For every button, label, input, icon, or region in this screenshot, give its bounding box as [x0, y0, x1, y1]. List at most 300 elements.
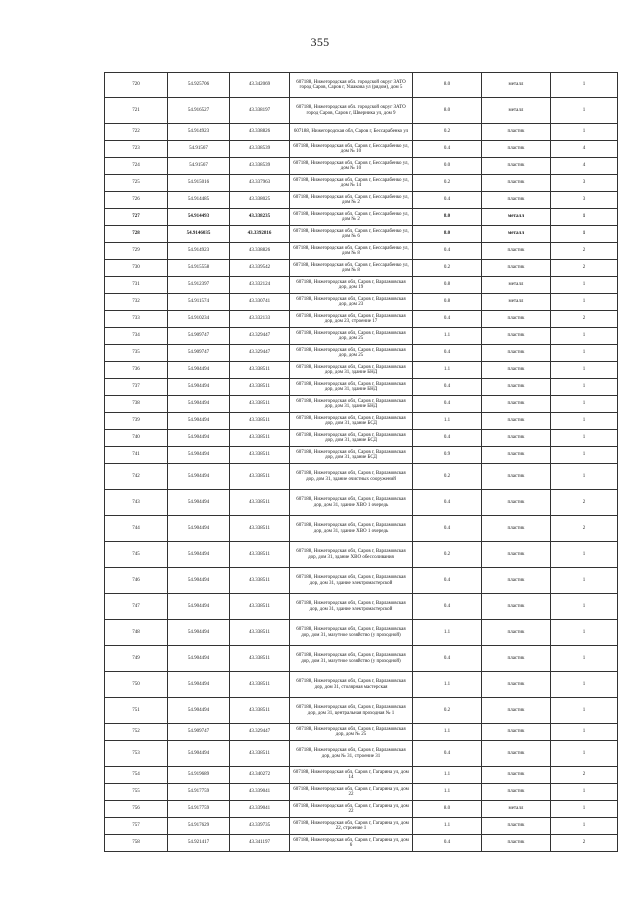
table-row: [105, 724, 618, 741]
address-cell: 607188, Нижегородская обл, Саров г, Варламовская дор, дом 31, здание БСД: [290, 447, 413, 464]
latitude-cell: 54.914493: [168, 209, 230, 226]
count-cell: 1: [551, 447, 618, 464]
row-number-cell: 754: [105, 767, 168, 784]
longitude-cell: 43.330741: [230, 294, 290, 311]
count-cell: 1: [551, 646, 618, 672]
latitude-cell: 54.909747: [168, 345, 230, 362]
row-number-cell: 743: [105, 490, 168, 516]
volume-cell: 0.8: [413, 294, 482, 311]
table-row: [105, 175, 618, 192]
material-cell: пластик: [482, 818, 551, 835]
table-row: [105, 73, 618, 98]
row-number-cell: 755: [105, 784, 168, 801]
count-cell: 1: [551, 724, 618, 741]
count-cell: 1: [551, 464, 618, 490]
address-cell: 607188, Нижегородская обл, Саров г, Варламовская дор, дом 31, мазутное хозяйство (у проходной): [290, 646, 413, 672]
material-cell: пластик: [482, 243, 551, 260]
volume-cell: 0.0: [413, 158, 482, 175]
longitude-cell: 43.338511: [230, 698, 290, 724]
material-cell: пластик: [482, 568, 551, 594]
latitude-cell: 54.925706: [168, 73, 230, 98]
row-number-cell: 738: [105, 396, 168, 413]
material-cell: пластик: [482, 646, 551, 672]
volume-cell: 0.9: [413, 447, 482, 464]
volume-cell: 0.2: [413, 464, 482, 490]
count-cell: 1: [551, 594, 618, 620]
count-cell: 2: [551, 516, 618, 542]
address-cell: 607188, Нижегородская обл, Саров г, Варламовская дор, дом 23, строение 17: [290, 311, 413, 328]
address-cell: 607188, Нижегородская обл, Саров г, Варламовская дор, дом 31, мазутное хозяйство (у проходной): [290, 620, 413, 646]
count-cell: 4: [551, 141, 618, 158]
address-cell: 607188, Нижегородская обл, Саров г, Варламовская дор, дом 31, здание БНД: [290, 362, 413, 379]
material-cell: пластик: [482, 784, 551, 801]
row-number-cell: 751: [105, 698, 168, 724]
address-cell: 607188, Нижегородская обл, Саров г, Бессарабенко ул, дом № 14: [290, 175, 413, 192]
table-row: [105, 141, 618, 158]
latitude-cell: 54.91567: [168, 141, 230, 158]
table-row: [105, 260, 618, 277]
count-cell: 1: [551, 73, 618, 98]
count-cell: 2: [551, 490, 618, 516]
address-cell: 607188, Нижегородская обл, Саров г, Варламовская дор, дом 25: [290, 328, 413, 345]
volume-cell: 0.2: [413, 698, 482, 724]
longitude-cell: 43.342069: [230, 73, 290, 98]
table-row: [105, 430, 618, 447]
longitude-cell: 43.339542: [230, 260, 290, 277]
address-cell: 607188, Нижегородская обл, Саров г, Бессарабенко ул: [290, 124, 413, 141]
material-cell: пластик: [482, 362, 551, 379]
row-number-cell: 734: [105, 328, 168, 345]
row-number-cell: 758: [105, 835, 168, 852]
volume-cell: 0.4: [413, 379, 482, 396]
count-cell: 1: [551, 741, 618, 767]
address-cell: 607188, Нижегородская обл, Саров г, Гагарина ул, дом 14: [290, 767, 413, 784]
longitude-cell: 43.338826: [230, 243, 290, 260]
address-cell: 607188, Нижегородская обл, Саров г, Варламовская дор, дом 31, столярная мастерская: [290, 672, 413, 698]
longitude-cell: 43.338826: [230, 124, 290, 141]
latitude-cell: 54.904494: [168, 672, 230, 698]
table-row: [105, 464, 618, 490]
row-number-cell: 739: [105, 413, 168, 430]
table-row: [105, 447, 618, 464]
latitude-cell: 54.904494: [168, 594, 230, 620]
row-number-cell: 740: [105, 430, 168, 447]
longitude-cell: 43.329447: [230, 724, 290, 741]
row-number-cell: 756: [105, 801, 168, 818]
volume-cell: 0.2: [413, 175, 482, 192]
row-number-cell: 741: [105, 447, 168, 464]
longitude-cell: 43.338511: [230, 379, 290, 396]
volume-cell: 1.1: [413, 784, 482, 801]
row-number-cell: 752: [105, 724, 168, 741]
latitude-cell: 54.904494: [168, 542, 230, 568]
table-row: [105, 311, 618, 328]
latitude-cell: 54.904494: [168, 464, 230, 490]
table-row: [105, 396, 618, 413]
address-cell: 607188, Нижегородская обл, Саров г, Варламовская дор, дом № 25: [290, 724, 413, 741]
count-cell: 1: [551, 294, 618, 311]
volume-cell: 1.1: [413, 328, 482, 345]
table-row: [105, 516, 618, 542]
address-cell: 607188, Нижегородская обл, Саров г, Варламовская дор, дом 31, здание ХВО 1 очередь: [290, 516, 413, 542]
count-cell: 1: [551, 124, 618, 141]
material-cell: металл: [482, 294, 551, 311]
count-cell: 1: [551, 784, 618, 801]
table-row: [105, 568, 618, 594]
address-cell: 607188, Нижегородская обл, Саров г, Гагарина ул, дом 6: [290, 835, 413, 852]
volume-cell: 1.1: [413, 620, 482, 646]
latitude-cell: 54.904494: [168, 396, 230, 413]
longitude-cell: 43.338511: [230, 396, 290, 413]
address-cell: 607188, Нижегородская обл, Саров г, Бессарабенко ул, дом № 2: [290, 209, 413, 226]
count-cell: 1: [551, 379, 618, 396]
table-row: [105, 98, 618, 124]
volume-cell: 1.1: [413, 672, 482, 698]
longitude-cell: 43.338539: [230, 158, 290, 175]
material-cell: пластик: [482, 175, 551, 192]
volume-cell: 1.1: [413, 362, 482, 379]
count-cell: 1: [551, 413, 618, 430]
volume-cell: 0.8: [413, 277, 482, 294]
table-row: [105, 379, 618, 396]
longitude-cell: 43.338511: [230, 490, 290, 516]
count-cell: 1: [551, 542, 618, 568]
material-cell: пластик: [482, 311, 551, 328]
longitude-cell: 43.338511: [230, 413, 290, 430]
latitude-cell: 54.904494: [168, 447, 230, 464]
latitude-cell: 54.917759: [168, 801, 230, 818]
volume-cell: 0.4: [413, 490, 482, 516]
material-cell: пластик: [482, 835, 551, 852]
latitude-cell: 54.9146035: [168, 226, 230, 243]
row-number-cell: 757: [105, 818, 168, 835]
longitude-cell: 43.338511: [230, 362, 290, 379]
row-number-cell: 723: [105, 141, 168, 158]
latitude-cell: 54.915016: [168, 175, 230, 192]
material-cell: пластик: [482, 490, 551, 516]
longitude-cell: 43.332124: [230, 277, 290, 294]
address-cell: 607188, Нижегородская обл. городской округ ЗАТО город Саров, Саров г, Ушакова ул (рядом), дом 5: [290, 73, 413, 98]
material-cell: пластик: [482, 430, 551, 447]
latitude-cell: 54.914923: [168, 243, 230, 260]
volume-cell: 8.0: [413, 226, 482, 243]
count-cell: 1: [551, 362, 618, 379]
count-cell: 1: [551, 672, 618, 698]
row-number-cell: 729: [105, 243, 168, 260]
longitude-cell: 43.338511: [230, 542, 290, 568]
table-row: [105, 784, 618, 801]
latitude-cell: 54.917629: [168, 818, 230, 835]
table-row: [105, 209, 618, 226]
volume-cell: 8.0: [413, 98, 482, 124]
latitude-cell: 54.914485: [168, 192, 230, 209]
material-cell: пластик: [482, 741, 551, 767]
count-cell: 1: [551, 328, 618, 345]
address-cell: 607188, Нижегородская обл, Саров г, Бессарабенко ул, дом № 10: [290, 158, 413, 175]
table-row: [105, 345, 618, 362]
material-cell: пластик: [482, 328, 551, 345]
material-cell: пластик: [482, 158, 551, 175]
row-number-cell: 753: [105, 741, 168, 767]
count-cell: 1: [551, 277, 618, 294]
table-row: [105, 620, 618, 646]
count-cell: 1: [551, 345, 618, 362]
latitude-cell: 54.904494: [168, 516, 230, 542]
page-number: 355: [310, 35, 330, 49]
longitude-cell: 43.338511: [230, 672, 290, 698]
count-cell: 3: [551, 175, 618, 192]
volume-cell: 0.4: [413, 141, 482, 158]
count-cell: 1: [551, 620, 618, 646]
material-cell: пластик: [482, 464, 551, 490]
latitude-cell: 54.916527: [168, 98, 230, 124]
address-cell: 607188, Нижегородская обл, Саров г, Гагарина ул, дом 22: [290, 784, 413, 801]
longitude-cell: 43.338025: [230, 192, 290, 209]
table-row: [105, 818, 618, 835]
table-row: [105, 767, 618, 784]
address-cell: 607188, Нижегородская обл, Саров г, Гагарина ул, дом 22: [290, 801, 413, 818]
material-cell: пластик: [482, 192, 551, 209]
address-cell: 607188, Нижегородская обл, Саров г, Бессарабенко ул, дом № 8: [290, 243, 413, 260]
latitude-cell: 54.910234: [168, 311, 230, 328]
address-cell: 607188, Нижегородская обл, Саров г, Варламовская дор, дом 31, здание ХВО обессоливания: [290, 542, 413, 568]
longitude-cell: 43.338511: [230, 646, 290, 672]
address-cell: 607188, Нижегородская обл, Саров г, Варламовская дор, дом 31, здание БНД: [290, 396, 413, 413]
material-cell: пластик: [482, 413, 551, 430]
longitude-cell: 43.329447: [230, 328, 290, 345]
latitude-cell: 54.904494: [168, 379, 230, 396]
address-cell: 607188, Нижегородская обл, Саров г, Варламовская дор, дом 31, здание ХВО 1 очередь: [290, 490, 413, 516]
longitude-cell: 43.332133: [230, 311, 290, 328]
count-cell: 1: [551, 430, 618, 447]
address-cell: 607188, Нижегородская обл, Саров г, Варламовская дор, дом 23: [290, 294, 413, 311]
volume-cell: 0.4: [413, 243, 482, 260]
row-number-cell: 725: [105, 175, 168, 192]
row-number-cell: 724: [105, 158, 168, 175]
address-cell: 607188, Нижегородская обл, Саров г, Варламовская дор, дом 31, здание БСД: [290, 430, 413, 447]
longitude-cell: 43.341197: [230, 835, 290, 852]
material-cell: пластик: [482, 698, 551, 724]
material-cell: пластик: [482, 620, 551, 646]
count-cell: 1: [551, 818, 618, 835]
volume-cell: 0.4: [413, 594, 482, 620]
material-cell: пластик: [482, 345, 551, 362]
material-cell: пластик: [482, 447, 551, 464]
latitude-cell: 54.904494: [168, 646, 230, 672]
latitude-cell: 54.915558: [168, 260, 230, 277]
count-cell: 1: [551, 801, 618, 818]
table-row: [105, 542, 618, 568]
volume-cell: 0.4: [413, 396, 482, 413]
count-cell: 1: [551, 396, 618, 413]
material-cell: пластик: [482, 379, 551, 396]
address-cell: 607188, Нижегородская обл, Саров г, Варламовская дор, дом 31, здание электромастерской: [290, 568, 413, 594]
row-number-cell: 727: [105, 209, 168, 226]
volume-cell: 0.4: [413, 741, 482, 767]
latitude-cell: 54.91567: [168, 158, 230, 175]
latitude-cell: 54.911574: [168, 294, 230, 311]
longitude-cell: 43.338511: [230, 447, 290, 464]
row-number-cell: 742: [105, 464, 168, 490]
longitude-cell: 43.340272: [230, 767, 290, 784]
row-number-cell: 746: [105, 568, 168, 594]
row-number-cell: 736: [105, 362, 168, 379]
address-cell: 607188, Нижегородская обл, Саров г, Бессарабенко ул, дом № 8: [290, 260, 413, 277]
row-number-cell: 744: [105, 516, 168, 542]
latitude-cell: 54.904494: [168, 698, 230, 724]
table-row: [105, 835, 618, 852]
volume-cell: 0.4: [413, 311, 482, 328]
material-cell: пластик: [482, 767, 551, 784]
table-row: [105, 698, 618, 724]
row-number-cell: 728: [105, 226, 168, 243]
longitude-cell: 43.338539: [230, 141, 290, 158]
table-row: [105, 741, 618, 767]
longitude-cell: 43.3392816: [230, 226, 290, 243]
address-cell: 607188, Нижегородская обл, Саров г, Варламовская дор, дом 19: [290, 277, 413, 294]
table-row: [105, 328, 618, 345]
address-cell: 607188, Нижегородская обл, Саров г, Бессарабенко ул, дом № 2: [290, 192, 413, 209]
volume-cell: 0.2: [413, 542, 482, 568]
material-cell: пластик: [482, 594, 551, 620]
latitude-cell: 54.909747: [168, 328, 230, 345]
table-row: [105, 490, 618, 516]
address-cell: 607188, Нижегородская обл, Саров г, Варламовская дор, дом 31, здание очистных сооружений: [290, 464, 413, 490]
latitude-cell: 54.921417: [168, 835, 230, 852]
material-cell: пластик: [482, 260, 551, 277]
row-number-cell: 747: [105, 594, 168, 620]
material-cell: металл: [482, 98, 551, 124]
row-number-cell: 748: [105, 620, 168, 646]
longitude-cell: 43.339041: [230, 784, 290, 801]
address-cell: 607188, Нижегородская обл, Саров г, Варламовская дор, дом № 31, строение 31: [290, 741, 413, 767]
longitude-cell: 43.338511: [230, 594, 290, 620]
count-cell: 3: [551, 192, 618, 209]
table-row: [105, 413, 618, 430]
volume-cell: 8.0: [413, 73, 482, 98]
latitude-cell: 54.917759: [168, 784, 230, 801]
longitude-cell: 43.339735: [230, 818, 290, 835]
table-row: [105, 226, 618, 243]
count-cell: 2: [551, 243, 618, 260]
latitude-cell: 54.904494: [168, 362, 230, 379]
row-number-cell: 730: [105, 260, 168, 277]
count-cell: 1: [551, 698, 618, 724]
row-number-cell: 749: [105, 646, 168, 672]
count-cell: 4: [551, 158, 618, 175]
longitude-cell: 43.338511: [230, 741, 290, 767]
count-cell: 2: [551, 260, 618, 277]
count-cell: 2: [551, 767, 618, 784]
longitude-cell: 43.338511: [230, 568, 290, 594]
material-cell: металл: [482, 277, 551, 294]
volume-cell: 0.4: [413, 345, 482, 362]
table-row: [105, 124, 618, 141]
address-cell: 607188, Нижегородская обл, Саров г, Гагарина ул, дом 22, строение 1: [290, 818, 413, 835]
volume-cell: 1.1: [413, 724, 482, 741]
count-cell: 1: [551, 568, 618, 594]
table-row: [105, 192, 618, 209]
latitude-cell: 54.919689: [168, 767, 230, 784]
count-cell: 2: [551, 835, 618, 852]
table-row: [105, 801, 618, 818]
latitude-cell: 54.904494: [168, 430, 230, 447]
address-cell: 607188, Нижегородская обл, Саров г, Варламовская дор, дом 31, здание БСД: [290, 413, 413, 430]
table-row: [105, 672, 618, 698]
material-cell: пластик: [482, 141, 551, 158]
volume-cell: 8.0: [413, 801, 482, 818]
longitude-cell: 43.338511: [230, 516, 290, 542]
table-body: [105, 73, 618, 852]
address-cell: 607188, Нижегородская обл. городской округ ЗАТО город Саров, Саров г, Шверника ул, дом 9: [290, 98, 413, 124]
longitude-cell: 43.338511: [230, 430, 290, 447]
table-row: [105, 294, 618, 311]
longitude-cell: 43.338235: [230, 209, 290, 226]
container-sites-table: [104, 72, 618, 852]
material-cell: пластик: [482, 724, 551, 741]
table-row: [105, 646, 618, 672]
table-row: [105, 158, 618, 175]
volume-cell: 0.4: [413, 568, 482, 594]
row-number-cell: 721: [105, 98, 168, 124]
address-cell: 607188, Нижегородская обл, Саров г, Бессарабенко ул, дом № 10: [290, 141, 413, 158]
material-cell: пластик: [482, 124, 551, 141]
material-cell: пластик: [482, 542, 551, 568]
volume-cell: 0.4: [413, 192, 482, 209]
volume-cell: 0.4: [413, 430, 482, 447]
row-number-cell: 745: [105, 542, 168, 568]
volume-cell: 1.1: [413, 767, 482, 784]
material-cell: пластик: [482, 396, 551, 413]
latitude-cell: 54.904494: [168, 413, 230, 430]
latitude-cell: 54.904494: [168, 741, 230, 767]
longitude-cell: 43.338511: [230, 620, 290, 646]
longitude-cell: 43.329447: [230, 345, 290, 362]
material-cell: металл: [482, 801, 551, 818]
volume-cell: 8.0: [413, 209, 482, 226]
material-cell: пластик: [482, 672, 551, 698]
material-cell: металл: [482, 73, 551, 98]
volume-cell: 0.4: [413, 835, 482, 852]
volume-cell: 1.1: [413, 818, 482, 835]
latitude-cell: 54.904494: [168, 490, 230, 516]
longitude-cell: 43.339041: [230, 801, 290, 818]
address-cell: 607188, Нижегородская обл, Саров г, Варламовская дор, дом 31, здание БНД: [290, 379, 413, 396]
latitude-cell: 54.904494: [168, 620, 230, 646]
address-cell: 607188, Нижегородская обл, Саров г, Варламовская дор, дом 31, здание электромастерской: [290, 594, 413, 620]
volume-cell: 0.4: [413, 516, 482, 542]
row-number-cell: 735: [105, 345, 168, 362]
material-cell: пластик: [482, 516, 551, 542]
latitude-cell: 54.912397: [168, 277, 230, 294]
material-cell: металл: [482, 226, 551, 243]
row-number-cell: 726: [105, 192, 168, 209]
material-cell: металл: [482, 209, 551, 226]
longitude-cell: 43.338197: [230, 98, 290, 124]
longitude-cell: 43.337963: [230, 175, 290, 192]
count-cell: 2: [551, 311, 618, 328]
row-number-cell: 750: [105, 672, 168, 698]
table-row: [105, 362, 618, 379]
row-number-cell: 737: [105, 379, 168, 396]
row-number-cell: 720: [105, 73, 168, 98]
volume-cell: 0.2: [413, 260, 482, 277]
volume-cell: 1.1: [413, 413, 482, 430]
volume-cell: 0.4: [413, 646, 482, 672]
row-number-cell: 732: [105, 294, 168, 311]
address-cell: 607188, Нижегородская обл, Саров г, Бессарабенко ул, дом № 6: [290, 226, 413, 243]
table-row: [105, 243, 618, 260]
